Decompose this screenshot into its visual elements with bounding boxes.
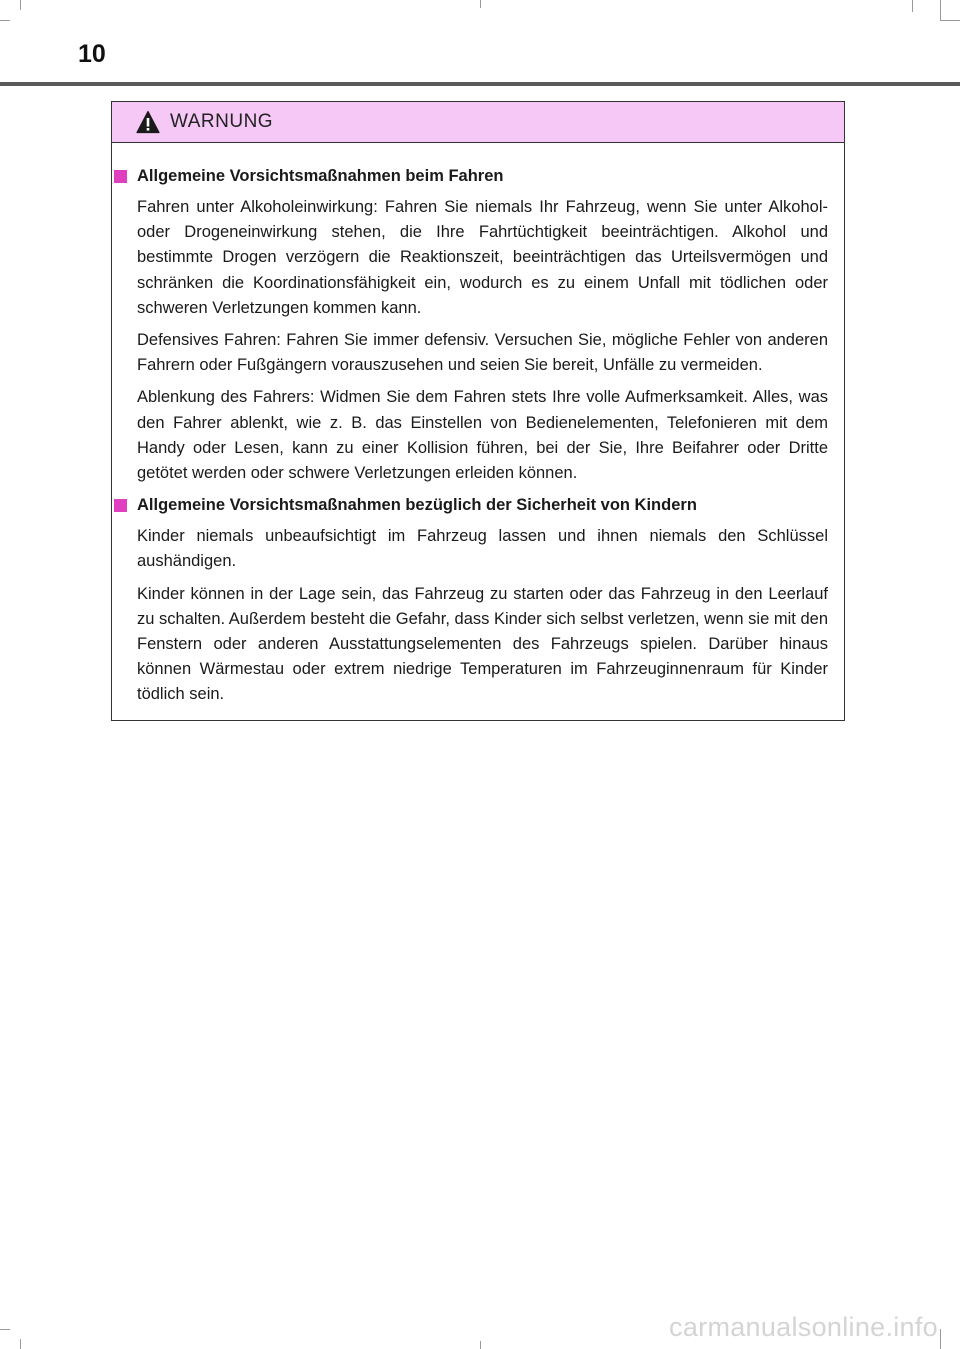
warning-box — [111, 101, 845, 721]
crop-mark — [940, 20, 960, 21]
section-heading-text: Allgemeine Vorsichtsmaßnahmen beim Fahren — [137, 167, 504, 185]
section-heading — [112, 165, 828, 187]
paragraph: Defensives Fahren: Fahren Sie immer defensiv. Versuchen Sie, mögliche Fehler von anderen Fahrern oder Fußgängern vorauszusehen und seien Sie bereit, Unfälle zu vermeiden. — [137, 331, 828, 375]
paragraph: Fahren unter Alkoholeinwirkung: Fahren Sie niemals Ihr Fahrzeug, wenn Sie unter Alkohol- oder Drogeneinwirkung stehen, die Ihre Fahrtüchtigkeit beeinträchtigen. Alkohol und bestimmte Drogen verzögern die Reaktionszeit, beeinträchtigen das Urteilsvermögen und schränken die Koordinationsfähigkeit ein, wodurch es zu einem Unfall mit tödlichen oder schweren Verletzungen kommen kann. — [137, 198, 828, 317]
crop-mark — [480, 1341, 481, 1349]
square-bullet-icon — [114, 170, 127, 183]
warning-header — [112, 102, 844, 143]
crop-mark — [20, 0, 21, 10]
watermark: carmanualsonline.info — [669, 1312, 938, 1342]
section-heading — [112, 494, 828, 516]
crop-mark — [480, 0, 481, 8]
crop-mark — [0, 1329, 10, 1330]
header-rule — [0, 82, 960, 86]
crop-mark — [0, 20, 10, 21]
paragraph: Kinder können in der Lage sein, das Fahrzeug zu starten oder das Fahrzeug in den Leerlauf zu schalten. Außerdem besteht die Gefahr, dass Kinder sich selbst verletzen, wenn sie mit den Fenstern oder anderen Ausstattungselementen des Fahrzeugs spielen. Darüber hinaus können Wärmestau oder extrem niedrige Temperaturen im Fahrzeuginnenraum für Kinder tödlich sein. — [137, 584, 828, 704]
section-heading-text: Allgemeine Vorsichtsmaßnahmen bezüglich der Sicherheit von Kindern — [137, 496, 697, 515]
crop-mark — [20, 1339, 21, 1349]
crop-mark — [940, 1329, 941, 1349]
paragraph: Ablenkung des Fahrers: Widmen Sie dem Fahren stets Ihre volle Aufmerksamkeit. Alles, was den Fahrer ablenkt, wie z. B. das Einstellen von Bedienelementen, Telefonieren mit dem Handy oder Lesen, kann zu einer Kollision führen, bei der Sie, Ihre Beifahrer oder Dritte getötet werden oder schwere Verletzungen erleiden können. — [137, 388, 828, 483]
crop-mark — [912, 0, 913, 12]
warning-body — [112, 143, 844, 708]
square-bullet-icon — [114, 499, 127, 512]
warning-triangle-icon — [136, 110, 160, 134]
crop-mark — [940, 0, 941, 20]
page-number: 10 — [78, 40, 106, 68]
paragraph: Kinder niemals unbeaufsichtigt im Fahrzeug lassen und ihnen niemals den Schlüssel aushändigen. — [137, 527, 828, 571]
warning-title: WARNUNG — [170, 111, 274, 132]
